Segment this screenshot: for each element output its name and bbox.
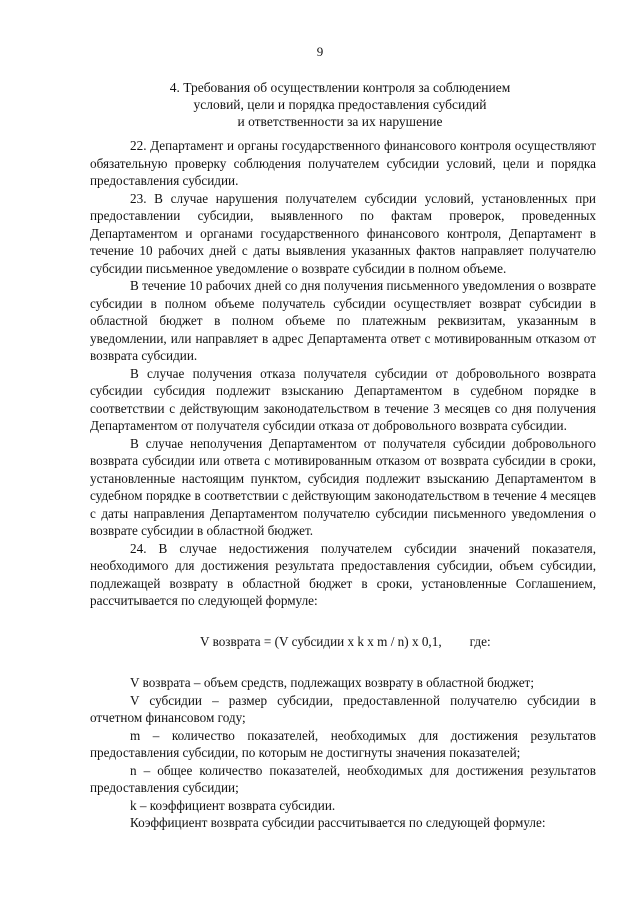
page-number: 9 xyxy=(316,44,324,59)
definition-item: m – количество показателей, необходимых для достижения результатов предоставления субсидии, по которым не достигнуты значения показателей; xyxy=(90,727,596,760)
section-heading xyxy=(90,79,590,130)
formula-expression: V возврата = (V субсидии x k x m / n) x 0,1, xyxy=(200,633,442,649)
paragraph-24: 24. В случае недостижения получателем субсидии значений показателя, необходимого для достижения результата предоставления субсидии, объем субсидии, подлежащей возврату в областной бюджет в сроки, установленные Соглашением, рассчитывается по следующей формуле: xyxy=(90,540,596,608)
paragraph: В случае неполучения Департаментом от получателя субсидии добровольного возврата субсидии или ответа с мотивированным отказом от возврата субсидии в сроки, установленные настоящим пунктом, субсидия подлежит взысканию Департаментом в судебном порядке в соответствии с действующим законодательством в течение 4 месяцев с даты направления Департаментом получателю субсидии письменного уведомления о возврате субсидии в областной бюджет. xyxy=(90,435,596,538)
definition-item: n – общее количество показателей, необходимых для достижения результатов предоставления субсидии; xyxy=(90,762,596,795)
heading-line: условий, цели и порядка предоставления субсидий xyxy=(193,97,487,112)
definition-item: V субсидии – размер субсидии, предоставленной получателю субсидии в отчетном финансовом году; xyxy=(90,692,596,725)
definition-item: k – коэффициент возврата субсидии. xyxy=(130,797,336,813)
paragraph-22: 22. Департамент и органы государственного финансового контроля осуществляют обязательную проверку соблюдения получателем субсидии условий, цели и порядка предоставления субсидии. xyxy=(90,138,596,188)
document-body xyxy=(90,137,596,832)
definition-item: V возврата – объем средств, подлежащих возврату в областной бюджет; xyxy=(130,675,534,690)
closing-paragraph: Коэффициент возврата субсидии рассчитывается по следующей формуле: xyxy=(130,815,546,830)
formula xyxy=(90,633,596,651)
paragraph: В течение 10 рабочих дней со дня получения письменного уведомления о возврате субсидии в полном объеме получатель субсидии осуществляет возврат субсидии в областной бюджет в полном объеме по платежным реквизитам, указанным в уведомлении, или направляет в адрес Департамента ответ с мотивированным отказом от возврата субсидии. xyxy=(90,278,596,363)
heading-line: 4. Требования об осуществлении контроля за соблюдением xyxy=(169,80,511,95)
formula-where: где: xyxy=(469,633,491,649)
heading-line: и ответственности за их нарушение xyxy=(237,114,443,129)
paragraph: В случае получения отказа получателя субсидии от добровольного возврата субсидии субсидия подлежит взысканию Департаментом в судебном порядке в соответствии с действующим законодательством в течение 3 месяцев со дня получения Департаментом от получателя субсидии отказа от добровольного возврата субсидии. xyxy=(90,365,596,433)
paragraph-23: 23. В случае нарушения получателем субсидии условий, установленных при предоставлении субсидии, выявленного по фактам проверок, проведенных Департаментом и органами государственного финансового контроля, Департамент в течение 10 рабочих дней с даты выявления указанных фактов направляет получателю субсидии письменное уведомление о возврате субсидии в полном объеме. xyxy=(90,190,596,276)
